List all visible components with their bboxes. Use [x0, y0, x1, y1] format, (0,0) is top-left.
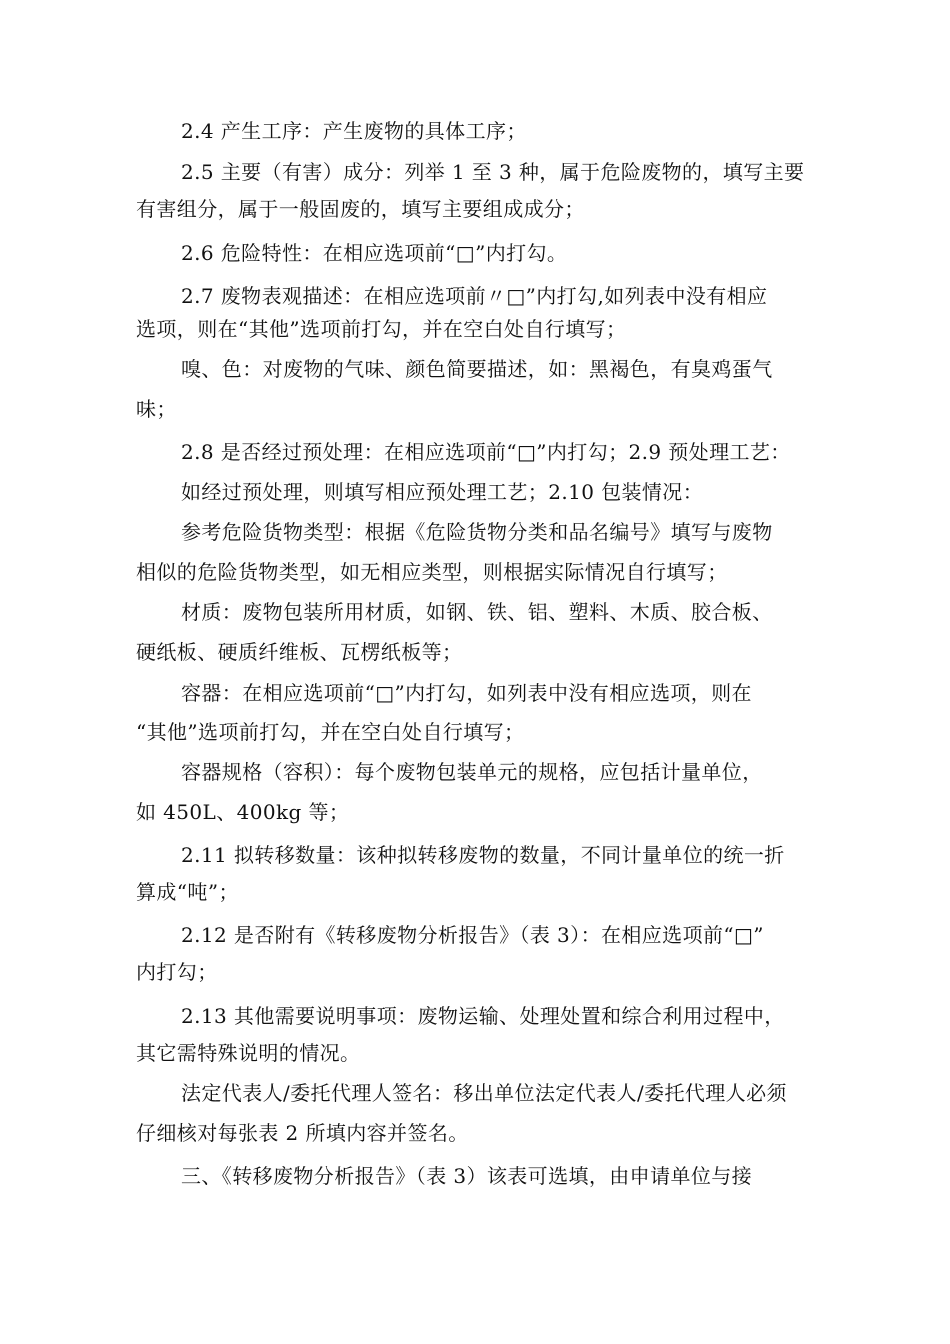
- text-line: 仔细核对每张表 2 所填内容并签名。: [136, 1121, 469, 1145]
- text-line: 其它需特殊说明的情况。: [136, 1041, 361, 1065]
- text-line: 内打勾；: [136, 960, 218, 984]
- text-line: 味；: [136, 397, 177, 421]
- text-line: 有害组分，属于一般固废的，填写主要组成成分；: [136, 197, 585, 221]
- text-line: 2.7 废物表观描述：在相应选项前〃□”内打勾,如列表中没有相应: [181, 284, 768, 308]
- text-line: 三、《转移废物分析报告》（表 3）该表可选填，由申请单位与接: [181, 1164, 753, 1188]
- text-line: 2.5 主要（有害）成分：列举 1 至 3 种，属于危险废物的，填写主要: [181, 160, 805, 184]
- text-line: 材质：废物包装所用材质，如钢、铁、铝、塑料、木质、胶合板、: [181, 600, 773, 624]
- text-line: 算成“吨”；: [136, 880, 239, 904]
- text-line: 选项，则在“其他”选项前打勾，并在空白处自行填写；: [136, 317, 627, 341]
- text-line: 2.13 其他需要说明事项：废物运输、处理处置和综合利用过程中，: [181, 1004, 785, 1028]
- text-line: 2.4 产生工序：产生废物的具体工序；: [181, 119, 527, 143]
- text-line: 2.12 是否附有《转移废物分析报告》（表 3）：在相应选项前“□”: [181, 923, 764, 947]
- text-line: 法定代表人/委托代理人签名：移出单位法定代表人/委托代理人必须: [181, 1081, 787, 1105]
- text-line: 容器规格（容积）：每个废物包装单元的规格，应包括计量单位，: [181, 760, 763, 784]
- text-line: 2.8 是否经过预处理：在相应选项前“□”内打勾；2.9 预处理工艺：: [181, 440, 791, 464]
- text-line: 容器：在相应选项前“□”内打勾，如列表中没有相应选项，则在: [181, 681, 752, 705]
- text-line: 2.6 危险特性：在相应选项前“□”内打勾。: [181, 241, 568, 265]
- text-line: 嗅、色：对废物的气味、颜色简要描述，如：黑褐色，有臭鸡蛋气: [181, 357, 773, 381]
- text-line: 如经过预处理，则填写相应预处理工艺；2.10 包装情况：: [181, 480, 704, 504]
- text-line: 2.11 拟转移数量：该种拟转移废物的数量，不同计量单位的统一折: [181, 843, 785, 867]
- text-line: 硬纸板、硬质纤维板、瓦楞纸板等；: [136, 640, 463, 664]
- text-line: 相似的危险货物类型，如无相应类型，则根据实际情况自行填写；: [136, 560, 728, 584]
- text-line: 参考危险货物类型：根据《危险货物分类和品名编号》填写与废物: [181, 520, 773, 544]
- text-line: “其他”选项前打勾，并在空白处自行填写；: [136, 720, 525, 744]
- text-line: 如 450L、400kg 等；: [136, 800, 350, 824]
